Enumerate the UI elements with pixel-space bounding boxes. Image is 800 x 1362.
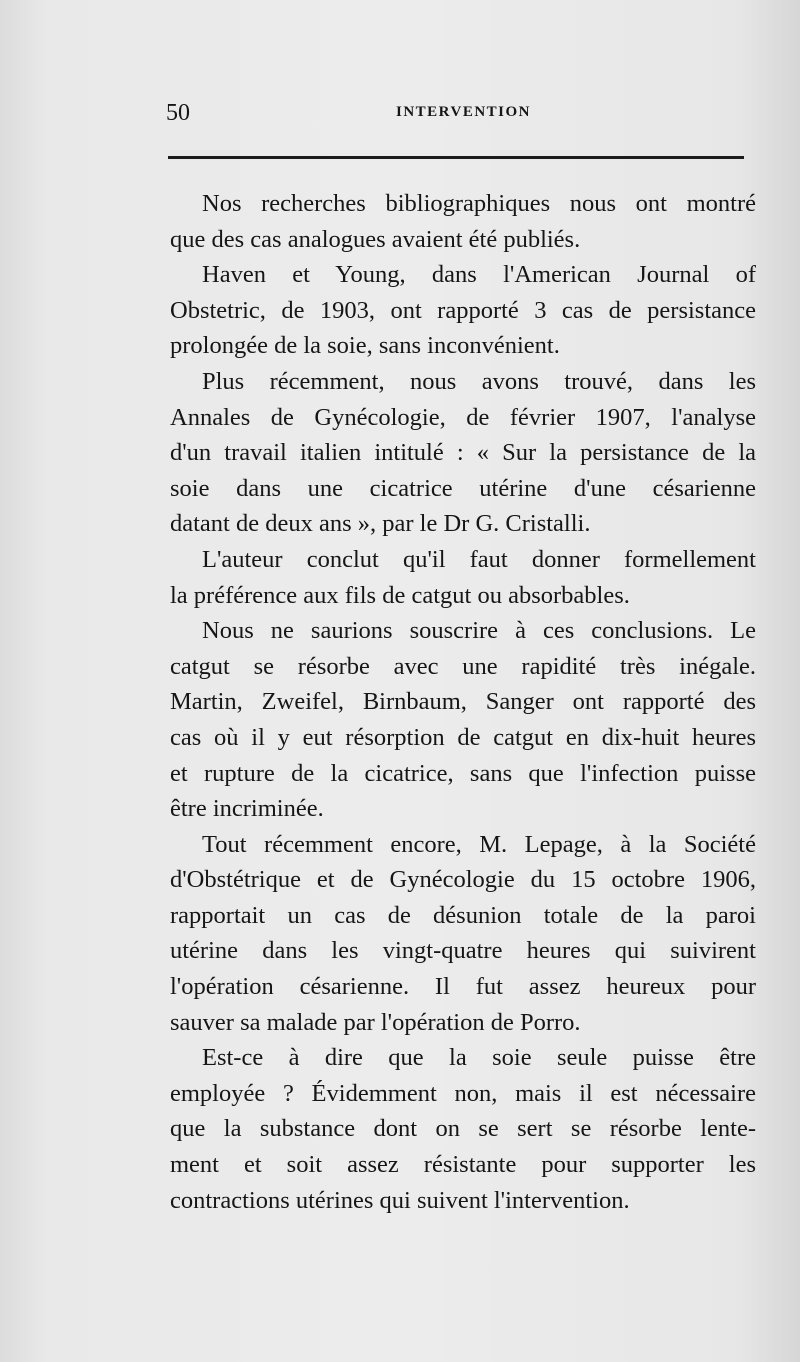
text-line: Tout récemment encore, M. Lepage, à la Société [202, 830, 756, 858]
text-line: Nous ne saurions souscrire à ces conclusions. Le [202, 617, 756, 645]
text-line: cas où il y eut résorption de catgut en dix-huit heures [170, 723, 756, 751]
text-line: contractions utérines qui suivent l'intervention. [170, 1186, 630, 1214]
text-line: d'Obstétrique et de Gynécologie du 15 octobre 1906, [170, 866, 756, 894]
text-line: datant de deux ans », par le Dr G. Cristalli. [170, 510, 591, 538]
text-line: être incriminée. [170, 795, 324, 823]
text-line: Martin, Zweifel, Birnbaum, Sanger ont rapporté des [170, 688, 756, 716]
page-header [0, 96, 800, 130]
running-head: INTERVENTION [396, 104, 531, 120]
text-line: catgut se résorbe avec une rapidité très inégale. [170, 652, 756, 680]
text-line: Plus récemment, nous avons trouvé, dans les [202, 367, 756, 395]
text-line: Obstetric, de 1903, ont rapporté 3 cas de persistance [170, 296, 756, 324]
text-line: prolongée de la soie, sans inconvénient. [170, 332, 560, 360]
text-line: soie dans une cicatrice utérine d'une césarienne [170, 474, 756, 502]
page-number: 50 [166, 100, 190, 126]
text-line: Nos recherches bibliographiques nous ont montré [202, 190, 756, 217]
body-text [170, 186, 756, 1218]
text-line: utérine dans les vingt-quatre heures qui suivirent [170, 937, 756, 965]
text-line: Haven et Young, dans l'American Journal of [202, 261, 756, 289]
text-line: sauver sa malade par l'opération de Porro. [170, 1008, 581, 1036]
text-line: l'opération césarienne. Il fut assez heureux pour [170, 973, 756, 1001]
text-line: Est-ce à dire que la soie seule puisse être [202, 1044, 756, 1072]
text-line: L'auteur conclut qu'il faut donner formellement [202, 545, 756, 573]
text-line: que des cas analogues avaient été publiés. [170, 225, 581, 253]
text-line: ment et soit assez résistante pour supporter les [170, 1151, 756, 1179]
text-line: la préférence aux fils de catgut ou absorbables. [170, 581, 630, 609]
text-line: Annales de Gynécologie, de février 1907, l'analyse [170, 403, 756, 431]
text-line: que la substance dont on se sert se résorbe lente- [170, 1115, 756, 1143]
text-line: d'un travail italien intitulé : « Sur la persistance de la [170, 439, 756, 467]
text-line: et rupture de la cicatrice, sans que l'infection puisse [170, 759, 756, 787]
text-line: rapportait un cas de désunion totale de la paroi [170, 901, 756, 929]
text-line: employée ? Évidemment non, mais il est nécessaire [170, 1079, 756, 1107]
header-rule [168, 156, 744, 159]
